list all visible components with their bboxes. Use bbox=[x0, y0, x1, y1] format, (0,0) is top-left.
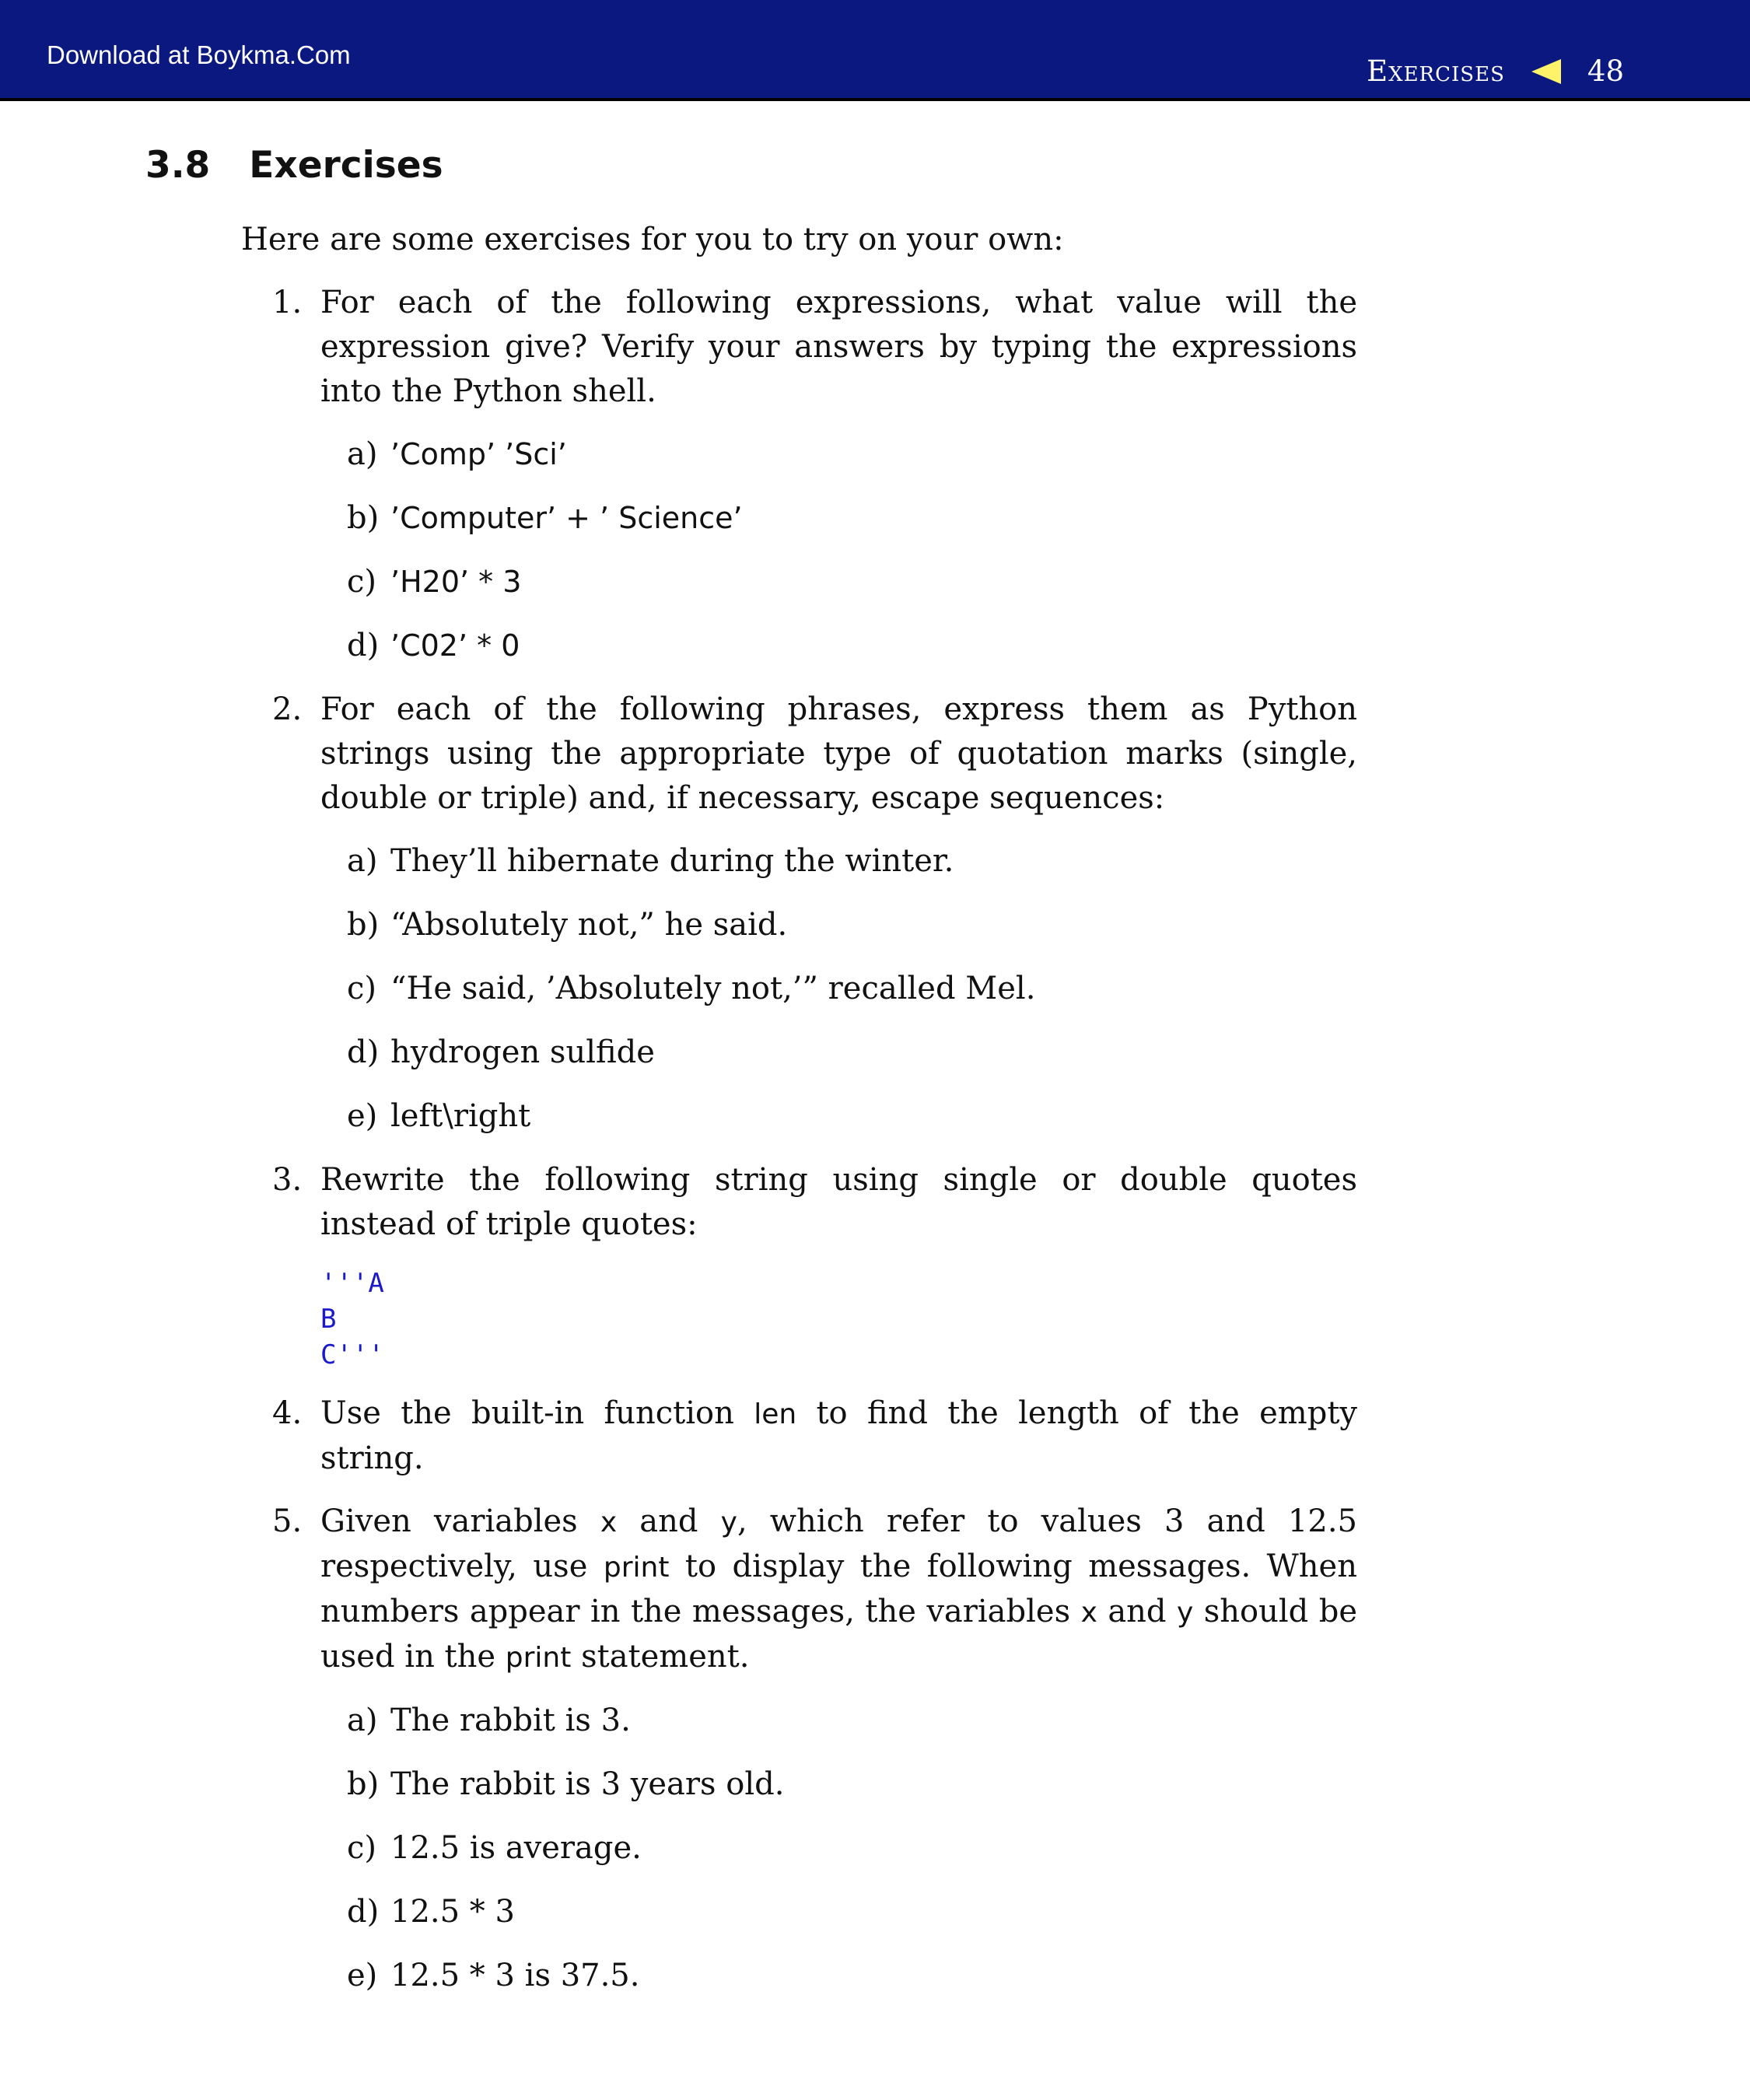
text-fragment: should be used in the bbox=[320, 1594, 1357, 1675]
text-fragment: and bbox=[617, 1503, 721, 1539]
exercise-number: 2. bbox=[272, 691, 303, 727]
exercise-text: For each of the following phrases, express them as Python strings using the appropriate type of quotation marks (single, double or triple) and, if necessary, escape sequences: bbox=[320, 691, 1357, 816]
item-label: d) bbox=[347, 628, 380, 663]
text-fragment: to display the following messages. When numbers appear in the messages, the variables bbox=[320, 1549, 1357, 1629]
text-fragment: and bbox=[1097, 1594, 1177, 1629]
exercise-5 bbox=[241, 1500, 1357, 1998]
list-item bbox=[320, 839, 1357, 884]
text-fragment: , which refer to values 3 and 12.5 respectively, use bbox=[320, 1503, 1357, 1584]
text-fragment: Use the built-in function bbox=[320, 1395, 754, 1431]
item-label: d) bbox=[347, 1894, 380, 1930]
item-text: left\right bbox=[390, 1098, 531, 1134]
list-item bbox=[320, 1826, 1357, 1871]
text-fragment: to find the length of the empty string. bbox=[320, 1395, 1357, 1476]
code-inline: y bbox=[1176, 1597, 1194, 1629]
list-item bbox=[320, 1954, 1357, 1998]
item-text: ’C02’ * 0 bbox=[390, 628, 520, 663]
intro-text: Here are some exercises for you to try on your own: bbox=[241, 222, 1064, 257]
sub-list bbox=[320, 839, 1357, 1139]
item-label: e) bbox=[347, 1098, 378, 1134]
item-text: ’Computer’ + ’ Science’ bbox=[390, 501, 743, 535]
code-block bbox=[320, 1265, 1357, 1373]
code-inline: print bbox=[505, 1642, 572, 1674]
list-item bbox=[320, 1094, 1357, 1139]
item-label: b) bbox=[347, 907, 380, 943]
item-text: The rabbit is 3 years old. bbox=[390, 1766, 785, 1802]
code-inline: x bbox=[600, 1507, 618, 1538]
item-text: “Absolutely not,” he said. bbox=[390, 907, 788, 943]
section-number: 3.8 bbox=[145, 144, 211, 187]
item-label: a) bbox=[347, 843, 378, 879]
list-item bbox=[320, 903, 1357, 947]
back-arrow-icon[interactable] bbox=[1531, 59, 1561, 84]
list-item bbox=[320, 496, 1357, 541]
code-line: '''A bbox=[320, 1268, 384, 1299]
section-heading bbox=[145, 144, 443, 187]
list-item bbox=[320, 432, 1357, 477]
exercise-content bbox=[241, 218, 1357, 2018]
text-fragment: Given variables bbox=[320, 1503, 600, 1539]
code-inline: y bbox=[720, 1507, 737, 1538]
list-item bbox=[320, 967, 1357, 1011]
code-inline: x bbox=[1080, 1597, 1097, 1629]
item-label: a) bbox=[347, 1703, 378, 1738]
item-text: ’Comp’ ’Sci’ bbox=[390, 437, 567, 471]
exercise-1 bbox=[241, 281, 1357, 668]
code-inline: len bbox=[754, 1398, 797, 1430]
list-item bbox=[320, 1699, 1357, 1743]
exercise-number: 3. bbox=[272, 1162, 303, 1198]
item-label: e) bbox=[347, 1958, 378, 1993]
list-item bbox=[320, 1890, 1357, 1934]
exercise-number: 4. bbox=[272, 1395, 303, 1431]
item-label: b) bbox=[347, 1766, 380, 1802]
sub-list bbox=[320, 1699, 1357, 1998]
exercise-text: Rewrite the following string using single or double quotes instead of triple quotes: bbox=[320, 1162, 1357, 1242]
item-text: The rabbit is 3. bbox=[390, 1703, 631, 1738]
running-head bbox=[1367, 54, 1624, 88]
running-title: Exercises bbox=[1367, 54, 1505, 88]
header-band bbox=[0, 0, 1750, 101]
watermark: Download at Boykma.Com bbox=[47, 40, 351, 69]
exercise-number: 5. bbox=[272, 1503, 303, 1539]
item-label: c) bbox=[347, 971, 377, 1006]
section-title: Exercises bbox=[249, 144, 443, 187]
item-label: a) bbox=[347, 436, 378, 472]
item-label: d) bbox=[347, 1034, 380, 1070]
item-label: b) bbox=[347, 500, 380, 536]
item-text: “He said, ’Absolutely not,’” recalled Mel. bbox=[390, 971, 1036, 1006]
exercise-2 bbox=[241, 688, 1357, 1139]
exercise-number: 1. bbox=[272, 285, 303, 320]
text-fragment: statement. bbox=[571, 1639, 750, 1675]
item-label: c) bbox=[347, 564, 377, 600]
page-number: 48 bbox=[1587, 54, 1624, 88]
list-item bbox=[320, 624, 1357, 668]
item-text: ’H20’ * 3 bbox=[390, 565, 522, 599]
item-text: 12.5 * 3 is 37.5. bbox=[390, 1958, 640, 1993]
item-text: hydrogen sulfide bbox=[390, 1034, 655, 1070]
item-text: They’ll hibernate during the winter. bbox=[390, 843, 954, 879]
list-item bbox=[320, 560, 1357, 604]
item-label: c) bbox=[347, 1830, 377, 1866]
item-text: 12.5 * 3 bbox=[390, 1894, 515, 1930]
list-item bbox=[320, 1762, 1357, 1807]
code-inline: print bbox=[603, 1552, 670, 1584]
exercise-text bbox=[320, 1500, 1357, 1680]
exercise-3 bbox=[241, 1158, 1357, 1373]
item-text: 12.5 is average. bbox=[390, 1830, 642, 1866]
exercise-4 bbox=[241, 1391, 1357, 1481]
list-item bbox=[320, 1031, 1357, 1075]
code-line: B bbox=[320, 1304, 337, 1335]
exercise-text bbox=[320, 1391, 1357, 1481]
sub-list bbox=[320, 432, 1357, 668]
exercise-text: For each of the following expressions, what value will the expression give? Verify your answers by typing the expressions into the Python shell. bbox=[320, 285, 1357, 409]
code-line: C''' bbox=[320, 1339, 384, 1370]
